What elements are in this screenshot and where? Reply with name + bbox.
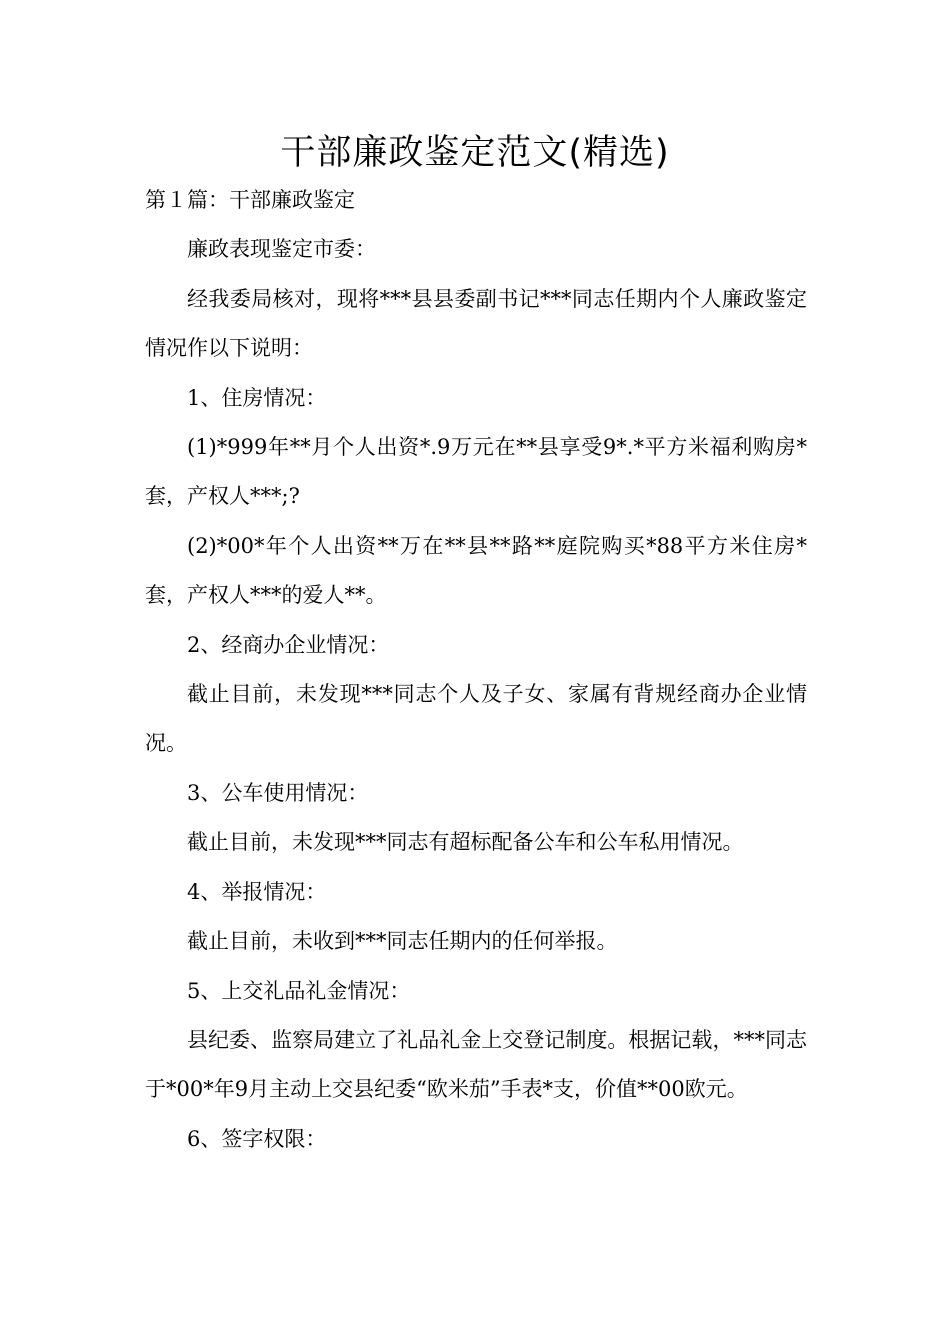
paragraph: 经我委局核对，现将***县县委副书记***同志任期内个人廉政鉴定情况作以下说明： [145, 286, 807, 361]
paragraph: 县纪委、监察局建立了礼品礼金上交登记制度。根据记载，***同志于*00*年9月主动上交县纪委“欧米茄”手表*支，价值**00欧元。 [145, 1027, 807, 1102]
paragraph: 廉政表现鉴定市委： [187, 237, 376, 262]
paragraph: 5、上交礼品礼金情况： [187, 978, 411, 1003]
document-body [145, 176, 807, 1164]
paragraph: 2、经商办企业情况： [187, 632, 390, 657]
paragraph: 1、住房情况： [187, 385, 327, 410]
paragraph: 截止目前，未发现***同志个人及子女、家属有背规经商办企业情况。 [145, 682, 807, 756]
paragraph: 3、公车使用情况： [187, 780, 369, 805]
document-title: 干部廉政鉴定范文(精选) [280, 133, 670, 173]
paragraph: 4、举报情况： [187, 879, 327, 904]
paragraph: 6、签字权限： [187, 1126, 327, 1151]
paragraph: 截止目前，未发现***同志有超标配备公车和公车私用情况。 [187, 830, 744, 855]
paragraph: 截止目前，未收到***同志任期内的任何举报。 [187, 929, 618, 954]
paragraph: (2)*00*年个人出资**万在**县**路**庭院购买*88平方米住房*套，产权人***的爱人**。 [145, 533, 807, 608]
section-heading: 第１篇：干部廉政鉴定 [145, 188, 355, 212]
paragraph: (1)*999年**月个人出资*.9万元在**县享受9*.*平方米福利购房*套，产权人***;? [145, 435, 807, 509]
